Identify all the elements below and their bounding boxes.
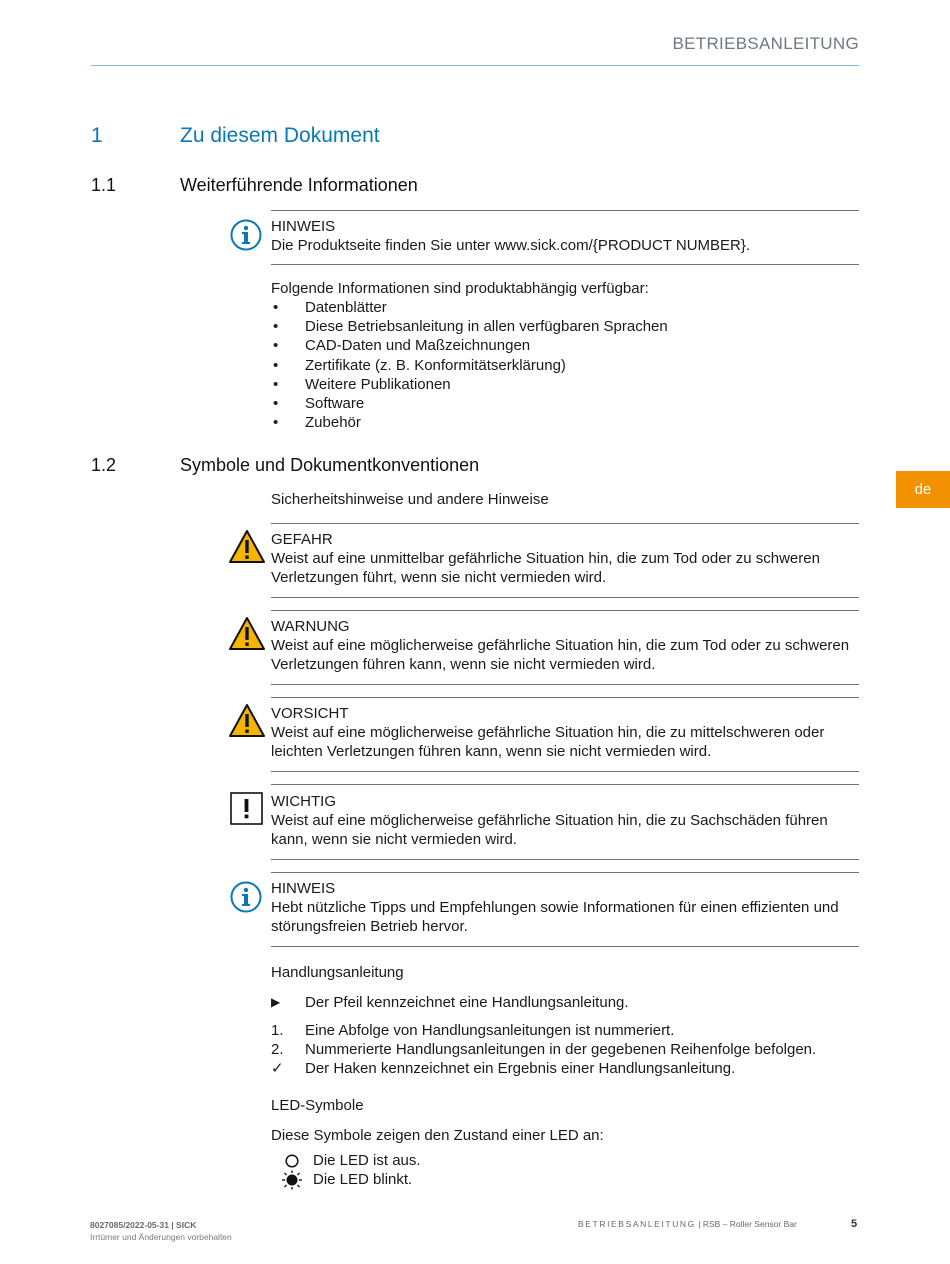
list-item: ▶ Der Pfeil kennzeichnet eine Handlungsanleitung. (271, 994, 629, 1011)
note-label: HINWEIS (271, 218, 336, 235)
step-marker: 1. (271, 1022, 284, 1039)
note-text: Verletzungen führen kann, wenn sie nicht vermieden wird. (271, 656, 656, 673)
note-bottom-rule (271, 771, 859, 772)
subheading-safety: Sicherheitshinweise und andere Hinweise (271, 491, 549, 508)
note-label: HINWEIS (271, 880, 336, 897)
checkmark-icon: ✓ (271, 1060, 284, 1078)
note-top-rule (271, 210, 859, 211)
footer-doc-id: 8027085/2022-05-31 | SICK (90, 1220, 197, 1230)
note-label: WICHTIG (271, 793, 336, 810)
bullet-mark: • (273, 375, 279, 393)
led-off-icon (282, 1152, 302, 1170)
note-text: Hebt nützliche Tipps und Empfehlungen sowie Informationen für einen effizienten und (271, 899, 839, 916)
language-tab[interactable]: de (896, 471, 950, 508)
list-item: • Datenblätter (273, 299, 387, 316)
note-top-rule (271, 610, 859, 611)
footer-title (578, 1219, 797, 1229)
bullet-mark: • (273, 299, 279, 316)
note-bottom-rule (271, 946, 859, 947)
note-bottom-rule (271, 684, 859, 685)
note-text: Weist auf eine möglicherweise gefährliche Situation hin, die zum Tod oder zu schweren (271, 637, 850, 654)
note-label: WARNUNG (271, 618, 350, 635)
note-bottom-rule (271, 264, 859, 265)
header-divider (91, 65, 859, 66)
subheading-handling: Handlungsanleitung (271, 964, 404, 981)
note-text: Verletzungen führt, wenn sie nicht vermieden wird. (271, 569, 607, 586)
led-blinking-icon (281, 1170, 303, 1190)
list-item: 1. Eine Abfolge von Handlungsanleitungen ist nummeriert. (271, 1022, 675, 1039)
bullet-mark: • (273, 414, 279, 432)
note-label: VORSICHT (271, 705, 349, 722)
bullet-mark: • (273, 318, 279, 336)
list-item: • Weitere Publikationen (273, 375, 451, 393)
wichtig-note (271, 792, 859, 849)
arrow-step-list (271, 993, 629, 1012)
led-off-label: Die LED ist aus. (313, 1152, 421, 1169)
arrow-marker-icon: ▶ (271, 995, 281, 1009)
footer-product: | RSB – Roller Sensor Bar (695, 1219, 797, 1229)
note-top-rule (271, 697, 859, 698)
page-number: 5 (851, 1218, 858, 1230)
step-marker: 2. (271, 1041, 284, 1059)
bullet-mark: • (273, 356, 279, 374)
hinweis-note-1 (271, 217, 859, 255)
note-bottom-rule (271, 859, 859, 860)
note-text: kann, wenn sie nicht vermieden wird. (271, 831, 517, 848)
note-text: Weist auf eine möglicherweise gefährliche Situation hin, die zu mittelschweren oder (271, 724, 825, 741)
section-1-1-title: Weiterführende Informationen (180, 175, 418, 195)
numbered-step-list (271, 1021, 816, 1079)
section-1-title: Zu diesem Dokument (180, 124, 380, 147)
info-intro-text: Folgende Informationen sind produktabhängig verfügbar: (271, 280, 649, 297)
led-intro-text: Diese Symbole zeigen den Zustand einer LED an: (271, 1127, 604, 1144)
bullet-mark: • (273, 395, 279, 413)
note-text: störungsfreien Betrieb hervor. (271, 918, 468, 935)
note-text: Die Produktseite finden Sie unter www.sick.com/{PRODUCT NUMBER}. (271, 237, 751, 254)
hinweis-note-2 (271, 879, 859, 936)
running-header-title: BETRIEBSANLEITUNG (672, 34, 859, 53)
warning-triangle-icon (229, 703, 265, 739)
note-label: GEFAHR (271, 531, 333, 548)
list-item: • Zubehör (273, 414, 361, 432)
vorsicht-note (271, 704, 859, 761)
section-1-2-title: Symbole und Dokumentkonventionen (180, 455, 480, 475)
list-item: • Diese Betriebsanleitung in allen verfügbaren Sprachen (273, 318, 668, 336)
note-top-rule (271, 872, 859, 873)
note-text: Weist auf eine möglicherweise gefährliche Situation hin, die zu Sachschäden führen (271, 812, 828, 829)
note-top-rule (271, 523, 859, 524)
footer-doc-info (90, 1219, 232, 1243)
list-item: • CAD-Daten und Maßzeichnungen (273, 337, 531, 355)
warnung-note (271, 617, 859, 674)
warning-triangle-icon (229, 616, 265, 652)
exclamation-box-icon (229, 791, 265, 827)
gefahr-note (271, 530, 859, 587)
bullet-mark: • (273, 337, 279, 355)
list-item: • Software (273, 395, 365, 413)
subheading-led: LED-Symbole (271, 1097, 364, 1114)
footer-disclaimer: Irrtümer und Änderungen vorbehalten (90, 1232, 232, 1242)
list-item: 2. Nummerierte Handlungsanleitungen in der gegebenen Reihenfolge befolgen. (271, 1041, 817, 1059)
note-text: Weist auf eine unmittelbar gefährliche Situation hin, die zum Tod oder zu schweren (271, 550, 820, 567)
footer-label: BETRIEBSANLEITUNG (578, 1219, 696, 1229)
section-1-number: 1 (91, 124, 103, 147)
info-icon (229, 217, 265, 253)
list-item: ✓ Der Haken kennzeichnet ein Ergebnis einer Handlungsanleitung. (271, 1060, 736, 1078)
section-1-1-number: 1.1 (91, 175, 117, 195)
section-1-2-number: 1.2 (91, 455, 117, 475)
info-icon (229, 879, 265, 915)
note-text: leichten Verletzungen führen kann, wenn sie nicht vermieden wird. (271, 743, 712, 760)
note-top-rule (271, 784, 859, 785)
list-item: • Zertifikate (z. B. Konformitätserklärung) (273, 356, 566, 374)
warning-triangle-icon (229, 529, 265, 565)
led-blinking-label: Die LED blinkt. (313, 1171, 413, 1188)
info-bullet-list (271, 298, 668, 432)
note-bottom-rule (271, 597, 859, 598)
